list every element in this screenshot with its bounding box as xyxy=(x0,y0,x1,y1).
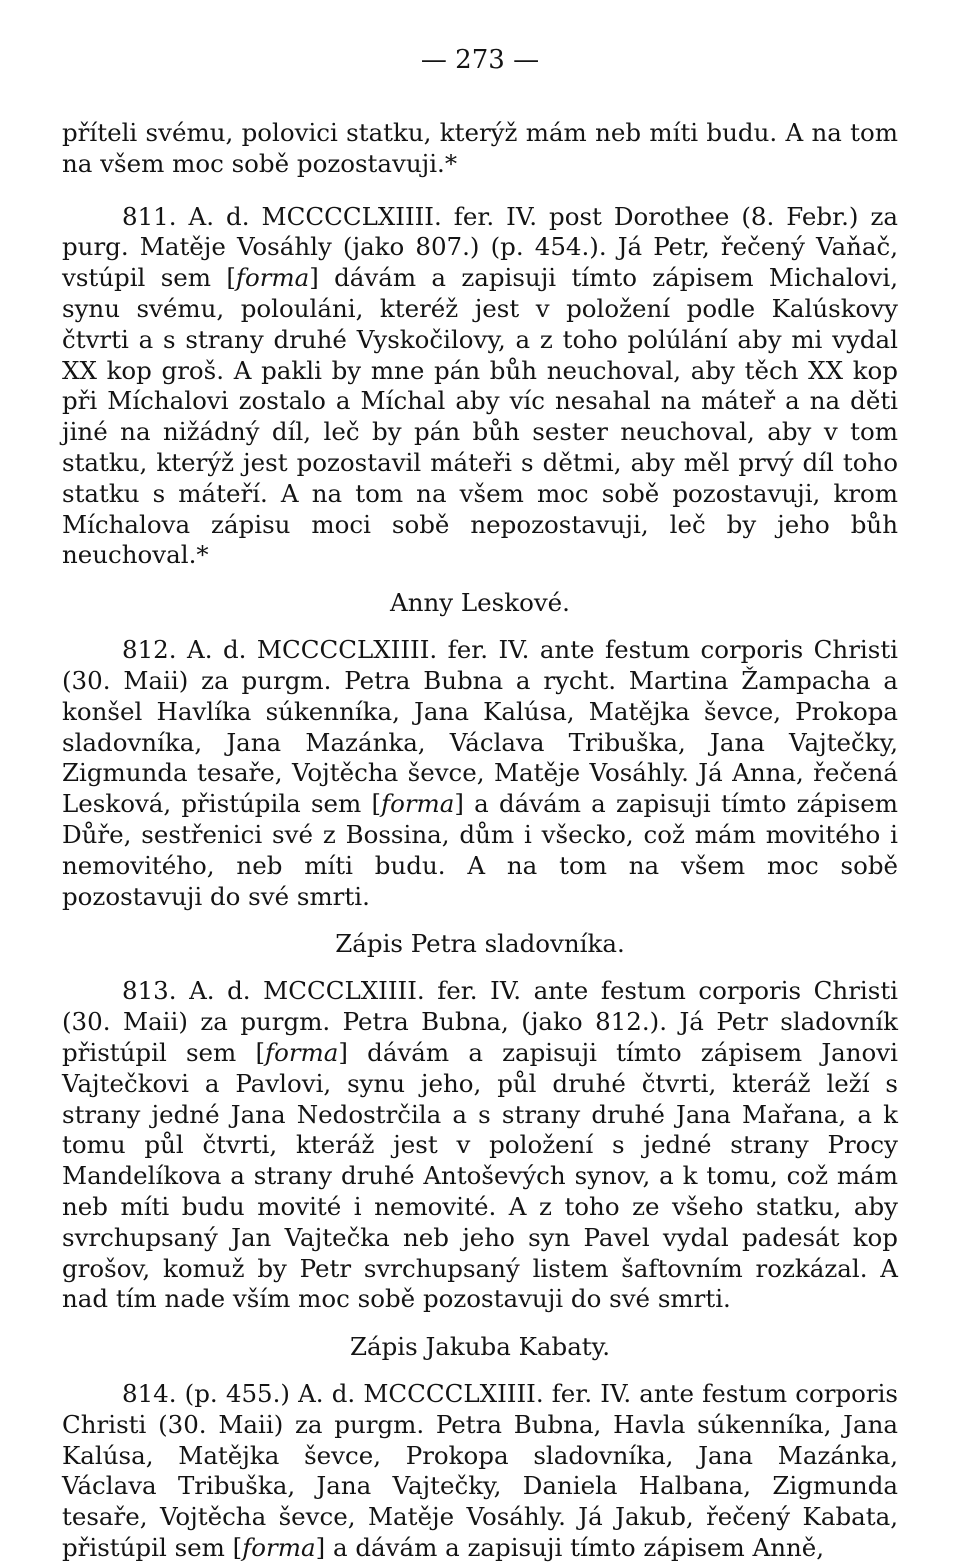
italic-term: forma xyxy=(381,789,455,819)
entry-text: ] dávám a zapisuji tímto zápisem Michalovi, synu svému, polouláni, kteréž jest v položení podle Kalúskovy čtvrti a s strany druhé Vyskočilovy, a z toho polúlání aby mi vydal XX kop groš. A pakli by mne pán bůh neuchoval, aby těch XX kop při Míchalovi zostalo a Míchal aby víc nesahal na máteř a na děti jiné na nižádný díl, leč by pán bůh sester neuchoval, aby v tom statku, kterýž jest pozostavil máteři s dětmi, aby měl prvý díl toho statku s máteří. A na tom na všem moc sobě pozostavuji, krom Míchalova zápisu moci sobě nepozostavuji, leč by jeho bůh neuchoval.* xyxy=(62,263,898,570)
section-heading: Zápis Petra sladovníka. xyxy=(335,929,625,959)
section-heading: Anny Leskové. xyxy=(390,588,570,618)
entry-text: ] a dávám a zapisuji tímto zápisem Anně, xyxy=(315,1533,825,1563)
paragraph-continuation xyxy=(62,118,898,180)
entry-text: 811. A. d. MCCCCLXIIII. fer. IV. post Dorothee (8. Febr.) za purg. Matěje Vosáhly (jako 807.) (p. 454.). Já Petr, řečený Vaňač, vstúpil sem [ xyxy=(62,201,898,293)
italic-term: forma xyxy=(235,263,310,293)
entry-813 xyxy=(62,976,898,1315)
document-page xyxy=(62,40,898,1564)
entry-814 xyxy=(62,1379,898,1564)
entry-text: ] a dávám a zapisuji tímto zápisem Důře, sestřenici své z Bossina, dům i všecko, což mám movitého i nemovitého, neb míti budu. A na tom na všem moc sobě pozostavuji do své smrti. xyxy=(62,789,898,911)
entry-text: 814. (p. 455.) A. d. MCCCCLXIIII. fer. IV. ante festum corporis Christi (30. Maii) za purgm. Petra Bubna, Havla súkenníka, Jana Kalúsa, Matějka ševce, Prokopa sladovníka, Jana Mazánka, Václava Tribuška, Jana Vajtečky, Daniela Halbana, Zigmunda tesaře, Vojtěcha ševce, Matěje Vosáhly. Já Jakub, řečený Kabata, přistúpil sem [ xyxy=(62,1379,898,1563)
entry-text: 813. A. d. MCCCLXIIII. fer. IV. ante festum corporis Christi (30. Maii) za purgm. Petra Bubna, (jako 812.). Já Petr sladovník přistúpil sem [ xyxy=(62,976,898,1067)
entry-812 xyxy=(62,635,898,912)
entry-text: 812. A. d. MCCCCLXIIII. fer. IV. ante festum corporis Christi (30. Maii) za purgm. Petra Bubna a rycht. Martina Žampacha a konšel Havlíka súkenníka, Jana Kalúsa, Matějka ševce, Prokopa sladovníka, Jana Mazánka, Václava Tribuška, Jana Vajtečky, Zigmunda tesaře, Vojtěcha ševce, Matěje Vosáhly. Já Anna, řečená Lesková, přistúpila sem [ xyxy=(62,635,898,819)
page-number: — 273 — xyxy=(420,45,540,75)
paragraph-text: příteli svému, polovici statku, kterýž mám neb míti budu. A na tom na všem moc sobě pozostavuji.* xyxy=(62,118,898,178)
entry-811 xyxy=(62,202,898,572)
italic-term: forma xyxy=(265,1037,339,1067)
italic-term: forma xyxy=(242,1533,316,1563)
section-heading: Zápis Jakuba Kabaty. xyxy=(349,1332,611,1362)
entry-text: ] dávám a zapisuji tímto zápisem Janovi Vajtečkovi a Pavlovi, synu jeho, půl druhé čtvrti, kteráž leží s strany jedné Jana Nedostrčila a s strany druhé Jana Mařana, a k tomu půl čtvrti, kteráž jest v položení s jedné strany Procy Mandelíkova a strany druhé Antoševých synov, a k tomu, což mám neb míti budu movité i nemovité. A z toho ze všeho statku, aby svrchupsaný Jan Vajtečka neb jeho syn Pavel vydal padesát kop grošov, komuž by Petr svrchupsaný listem šaftovním rozkázal. A nad tím nade vším moc sobě pozostavuji do své smrti. xyxy=(62,1037,898,1314)
